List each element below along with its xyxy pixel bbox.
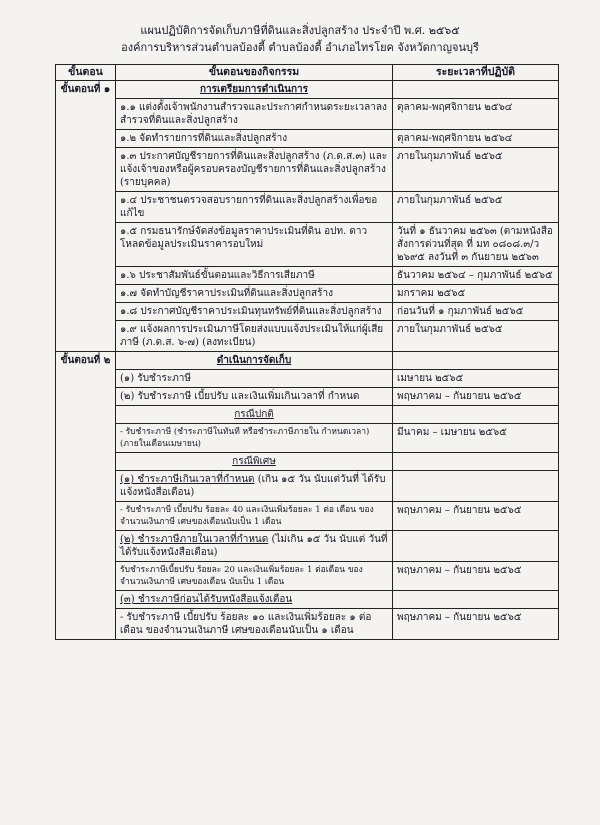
table-row: [56, 285, 559, 303]
special-case-3-heading: (๓) ชำระภาษีก่อนได้รับหนังสือแจ้งเตือน: [116, 591, 393, 609]
activity-cell: - รับชำระภาษี เบี้ยปรับ ร้อยละ ๑๐ และเงินเพิ่มร้อยละ ๑ ต่อเดือน ของจำนวนเงินภาษี เศษของเดือนนับเป็น ๑ เดือน: [116, 609, 393, 640]
table-row: [56, 388, 559, 406]
table-row: [56, 406, 559, 424]
table-row: [56, 303, 559, 321]
table-row: [56, 148, 559, 192]
period-cell: ตุลาคม-พฤศจิกายน ๒๕๖๔: [393, 130, 559, 148]
activity-cell: (๑) รับชำระภาษี: [116, 370, 393, 388]
activity-cell: ๑.๔ ประชาชนตรวจสอบรายการที่ดินและสิ่งปลูกสร้างเพื่อขอ แก้ไข: [116, 192, 393, 223]
table-row: [56, 471, 559, 502]
activity-cell: ๑.๙ แจ้งผลการประเมินภาษีโดยส่งแบบแจ้งประเมินให้แก่ผู้เสีย ภาษี (ภ.ด.ส. ๖-๗) (ลงทะเบียน): [116, 321, 393, 352]
table-row: [56, 223, 559, 267]
activity-cell: ๑.๓ ประกาศบัญชีรายการที่ดินและสิ่งปลูกสร้าง (ภ.ด.ส.๓) และ แจ้งเจ้าของหรือผู้ครอบครองบัญชีรายการที่ดินและสิ่งปลูกสร้าง (รายบุคคล): [116, 148, 393, 192]
period-cell: ก่อนวันที่ ๑ กุมภาพันธ์ ๒๕๖๕: [393, 303, 559, 321]
document-header: [0, 22, 600, 56]
table-cell: [393, 352, 559, 370]
activity-cell: ๑.๑ แต่งตั้งเจ้าพนักงานสำรวจและประกาศกำหนดระยะเวลาลง สำรวจที่ดินและสิ่งปลูกสร้าง: [116, 99, 393, 130]
period-cell: ภายในกุมภาพันธ์ ๒๕๖๕: [393, 192, 559, 223]
plan-table: [55, 64, 559, 640]
period-cell: เมษายน ๒๕๖๕: [393, 370, 559, 388]
period-cell: พฤษภาคม – กันยายน ๒๕๖๕: [393, 502, 559, 531]
table-row: [56, 321, 559, 352]
period-cell: พฤษภาคม – กันยายน ๒๕๖๕: [393, 562, 559, 591]
header-title: แผนปฏิบัติการจัดเก็บภาษีที่ดินและสิ่งปลูกสร้าง ประจำปี พ.ศ. ๒๕๖๕: [140, 24, 460, 37]
activity-cell: ๑.๕ กรมธนารักษ์จัดส่งข้อมูลราคาประเมินที่ดิน อปท. ดาวโหลดข้อมูลประเมินราคารอบใหม่: [116, 223, 393, 267]
table-row: [56, 267, 559, 285]
table-row: [56, 192, 559, 223]
activity-cell: ๑.๒ จัดทำรายการที่ดินและสิ่งปลูกสร้าง: [116, 130, 393, 148]
period-cell: ภายในกุมภาพันธ์ ๒๕๖๕: [393, 148, 559, 192]
activity-cell: ๑.๖ ประชาสัมพันธ์ขั้นตอนและวิธีการเสียภาษี: [116, 267, 393, 285]
period-cell: มกราคม ๒๕๖๕: [393, 285, 559, 303]
table-row: [56, 453, 559, 471]
activity-cell: (๒) รับชำระภาษี เบี้ยปรับ และเงินเพิ่มเกินเวลาที่ กำหนด: [116, 388, 393, 406]
period-cell: พฤษภาคม – กันยายน ๒๕๖๕: [393, 388, 559, 406]
table-row: [56, 130, 559, 148]
table-row: [56, 609, 559, 640]
period-cell: ธันวาคม ๒๕๖๔ – กุมภาพันธ์ ๒๕๖๕: [393, 267, 559, 285]
step1-section-title: การเตรียมการดำเนินการ: [116, 81, 393, 99]
special-case-2-heading: (๒) ชำระภาษีภายในเวลาที่กำหนด (ไม่เกิน ๑๕ วัน นับแต่ วันที่ได้รับแจ้งหนังสือเตือน): [116, 531, 393, 562]
period-cell: ภายในกุมภาพันธ์ ๒๕๖๕: [393, 321, 559, 352]
table-row: [56, 502, 559, 531]
period-cell: วันที่ ๑ ธันวาคม ๒๕๖๓ (ตามหนังสือสั่งการด่วนที่สุด ที่ มท ๐๘๐๘.๓/ว ๒๖๙๕ ลงวันที่ ๓ กันยายน ๒๕๖๓: [393, 223, 559, 267]
table-header-row: [56, 65, 559, 81]
column-header-step: ขั้นตอน: [56, 65, 116, 81]
table-row: [56, 591, 559, 609]
activity-cell: รับชำระภาษีเบี้ยปรับ ร้อยละ 20 และเงินเพิ่มร้อยละ 1 ต่อเดือน ของ จำนวนเงินภาษี เศษของเดือน นับเป็น 1 เดือน: [116, 562, 393, 591]
table-cell: [393, 81, 559, 99]
table-row: [56, 424, 559, 453]
table-row: [56, 99, 559, 130]
step2-label: ขั้นตอนที่ ๒: [56, 352, 116, 370]
special-case-1-heading: (๑) ชำระภาษีเกินเวลาที่กำหนด (เกิน ๑๕ วัน นับแต่วันที่ ได้รับแจ้งหนังสือเตือน): [116, 471, 393, 502]
activity-cell: - รับชำระภาษี เบี้ยปรับ ร้อยละ 40 และเงินเพิ่มร้อยละ 1 ต่อ เดือน ของจำนวนเงินภาษี เศษของเดือนนับเป็น 1 เดือน: [116, 502, 393, 531]
table-row: [56, 81, 559, 99]
table-row: [56, 562, 559, 591]
header-organization: องค์การบริหารส่วนตำบลบ้องตี้ ตำบลบ้องตี้ อำเภอไทรโยค จังหวัดกาญจนบุรี: [121, 41, 479, 54]
table-row: [56, 531, 559, 562]
table-row: [56, 370, 559, 388]
period-cell: ตุลาคม-พฤศจิกายน ๒๕๖๔: [393, 99, 559, 130]
column-header-period: ระยะเวลาที่ปฏิบัติ: [393, 65, 559, 81]
period-cell: มีนาคม – เมษายน ๒๕๖๕: [393, 424, 559, 453]
step2-section-title: ดำเนินการจัดเก็บ: [116, 352, 393, 370]
activity-cell: - รับชำระภาษี (ชำระภาษีในทันที หรือชำระภาษีภายใน กำหนดเวลา) (ภายในเดือนเมษายน): [116, 424, 393, 453]
period-cell: พฤษภาคม – กันยายน ๒๕๖๕: [393, 609, 559, 640]
normal-case-title: กรณีปกติ: [116, 406, 393, 424]
activity-cell: ๑.๘ ประกาศบัญชีราคาประเมินทุนทรัพย์ที่ดินและสิ่งปลูกสร้าง: [116, 303, 393, 321]
table-row: [56, 352, 559, 370]
activity-cell: ๑.๗ จัดทำบัญชีราคาประเมินที่ดินและสิ่งปลูกสร้าง: [116, 285, 393, 303]
column-header-activity: ขั้นตอนของกิจกรรม: [116, 65, 393, 81]
special-case-title: กรณีพิเศษ: [116, 453, 393, 471]
step1-label: ขั้นตอนที่ ๑: [56, 81, 116, 99]
